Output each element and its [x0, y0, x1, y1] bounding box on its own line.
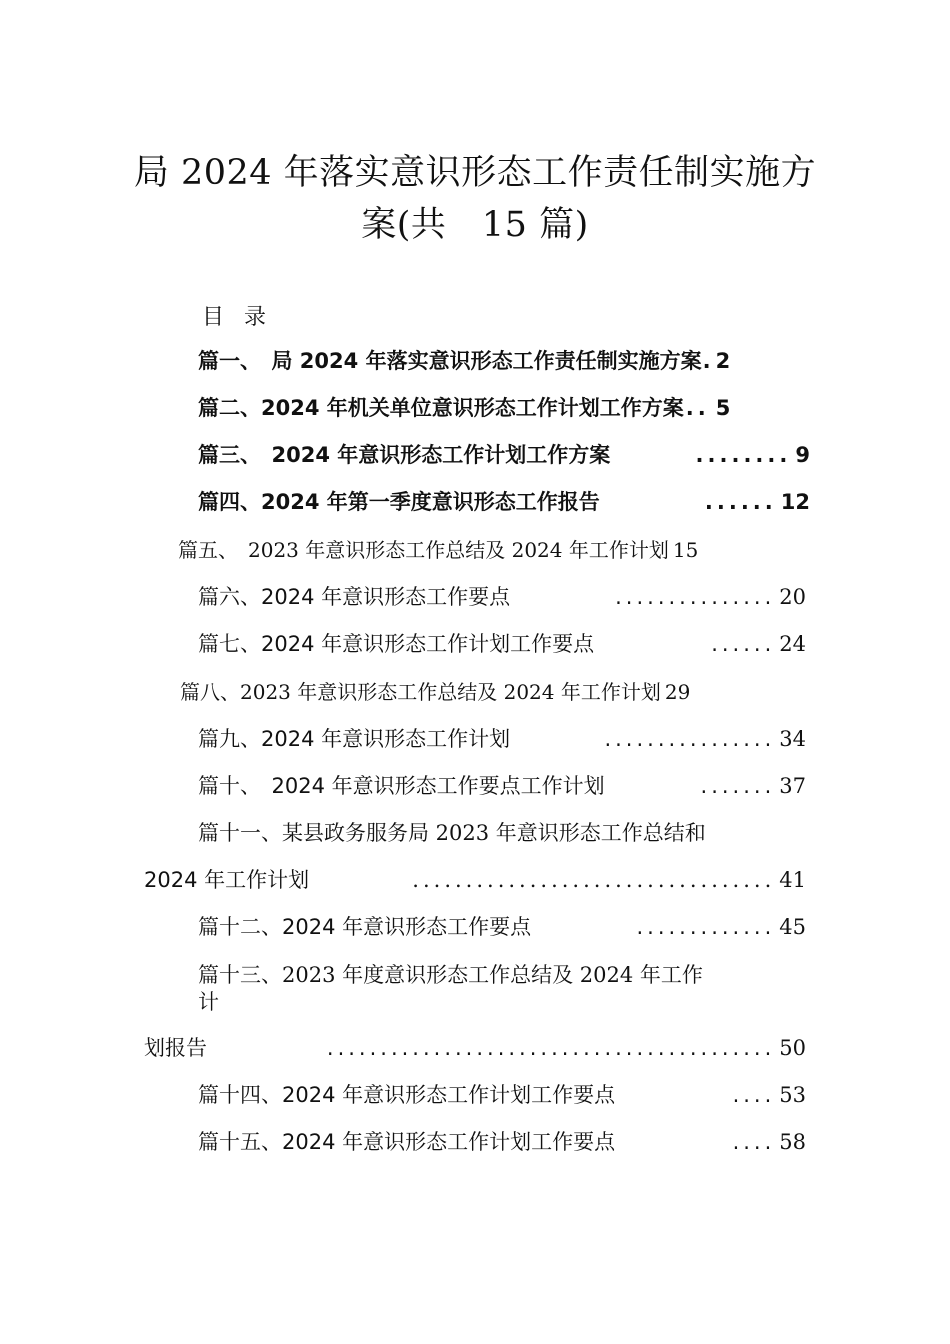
toc-entry-label: 篇五、 2023 年意识形态工作总结及 2024 年工作计划 — [178, 538, 669, 562]
toc-page-number: 15 — [672, 538, 699, 562]
toc-leader: ....... — [700, 774, 776, 798]
toc-page-number: 12 — [780, 490, 810, 514]
toc-entry-label: 篇一、 局 2024 年落实意识形态工作责任制实施方案 — [198, 349, 702, 373]
toc-page-number: 2 — [715, 349, 731, 373]
toc-entry-label: 篇八、2023 年意识形态工作总结及 2024 年工作计划 — [180, 680, 661, 704]
toc-entry-13[interactable] — [144, 1032, 806, 1066]
toc-entry-label: 篇十五、2024 年意识形态工作计划工作要点 — [198, 1130, 616, 1154]
toc-entry-label: 划报告 — [144, 1036, 207, 1060]
toc-entry-7[interactable] — [198, 628, 806, 662]
toc-entry-label: 篇三、 2024 年意识形态工作计划工作方案 — [198, 443, 611, 467]
toc-page-number: 45 — [779, 915, 806, 939]
toc-entry-label: 篇六、2024 年意识形态工作要点 — [198, 585, 511, 609]
document-title-line-1: 局 2024 年落实意识形态工作责任制实施方 — [133, 153, 817, 193]
toc-entry-label: 篇二、2024 年机关单位意识形态工作计划工作方案 — [198, 396, 684, 420]
toc-entry-14[interactable] — [198, 1079, 806, 1113]
toc-entry-label: 篇十二、2024 年意识形态工作要点 — [198, 915, 532, 939]
toc-page-number: 37 — [779, 774, 806, 798]
toc-entry-6[interactable] — [198, 581, 806, 615]
toc-leader: ................ — [604, 727, 776, 751]
toc-page-number: 29 — [664, 680, 691, 704]
toc-leader: ...... — [704, 490, 777, 514]
toc-page-number: 5 — [715, 396, 731, 420]
toc-entry-label: 篇四、2024 年第一季度意识形态工作报告 — [198, 490, 600, 514]
toc-leader: .......................................... — [326, 1036, 776, 1060]
toc-page-number: 24 — [779, 632, 806, 656]
toc-entry-15[interactable] — [198, 1126, 806, 1160]
toc-entry-13-line-2[interactable]: 计 — [198, 990, 219, 1014]
toc-page-number: 58 — [779, 1130, 806, 1154]
toc-entry-label: 2024 年工作计划 — [144, 868, 310, 892]
toc-entry-11[interactable] — [144, 864, 806, 898]
toc-page-number: 41 — [779, 868, 806, 892]
toc-entry-5[interactable] — [178, 534, 814, 568]
toc-leader: . — [702, 349, 715, 373]
toc-entry-label: 篇十四、2024 年意识形态工作计划工作要点 — [198, 1083, 616, 1107]
toc-entry-11-line-1[interactable]: 篇十一、某县政务服务局 2023 年意识形态工作总结和 — [198, 821, 706, 845]
toc-page-number: 20 — [779, 585, 806, 609]
toc-entry-8[interactable] — [180, 676, 814, 710]
toc-page-number: 50 — [779, 1036, 806, 1060]
toc-page-number: 34 — [779, 727, 806, 751]
toc-entry-label: 篇九、2024 年意识形态工作计划 — [198, 727, 511, 751]
toc-page-number: 53 — [779, 1083, 806, 1107]
toc-entry-label: 篇十、 2024 年意识形态工作要点工作计划 — [198, 774, 605, 798]
toc-entry-10[interactable] — [198, 770, 806, 804]
toc-entry-1[interactable] — [198, 345, 810, 379]
toc-entry-3[interactable] — [198, 439, 810, 473]
toc-entry-2[interactable] — [198, 392, 810, 426]
toc-leader: ............... — [615, 585, 776, 609]
toc-entry-13-line-1[interactable]: 篇十三、2023 年度意识形态工作总结及 2024 年工作 — [198, 963, 703, 987]
toc-heading: 目录 — [202, 305, 287, 330]
toc-leader: ...... — [711, 632, 776, 656]
toc-entry-4[interactable] — [198, 486, 810, 520]
toc-leader: .... — [732, 1130, 776, 1154]
toc-leader: .... — [732, 1083, 776, 1107]
toc-leader: ........ — [695, 443, 792, 467]
toc-leader: ............. — [636, 915, 776, 939]
toc-leader: .. — [685, 396, 710, 420]
toc-entry-12[interactable] — [198, 911, 806, 945]
toc-entry-label: 篇七、2024 年意识形态工作计划工作要点 — [198, 632, 595, 656]
document-title-line-2: 案(共 15 篇) — [361, 205, 589, 245]
toc-page-number: 9 — [795, 443, 810, 467]
toc-entry-9[interactable] — [198, 723, 806, 757]
toc-leader: .................................. — [412, 868, 776, 892]
